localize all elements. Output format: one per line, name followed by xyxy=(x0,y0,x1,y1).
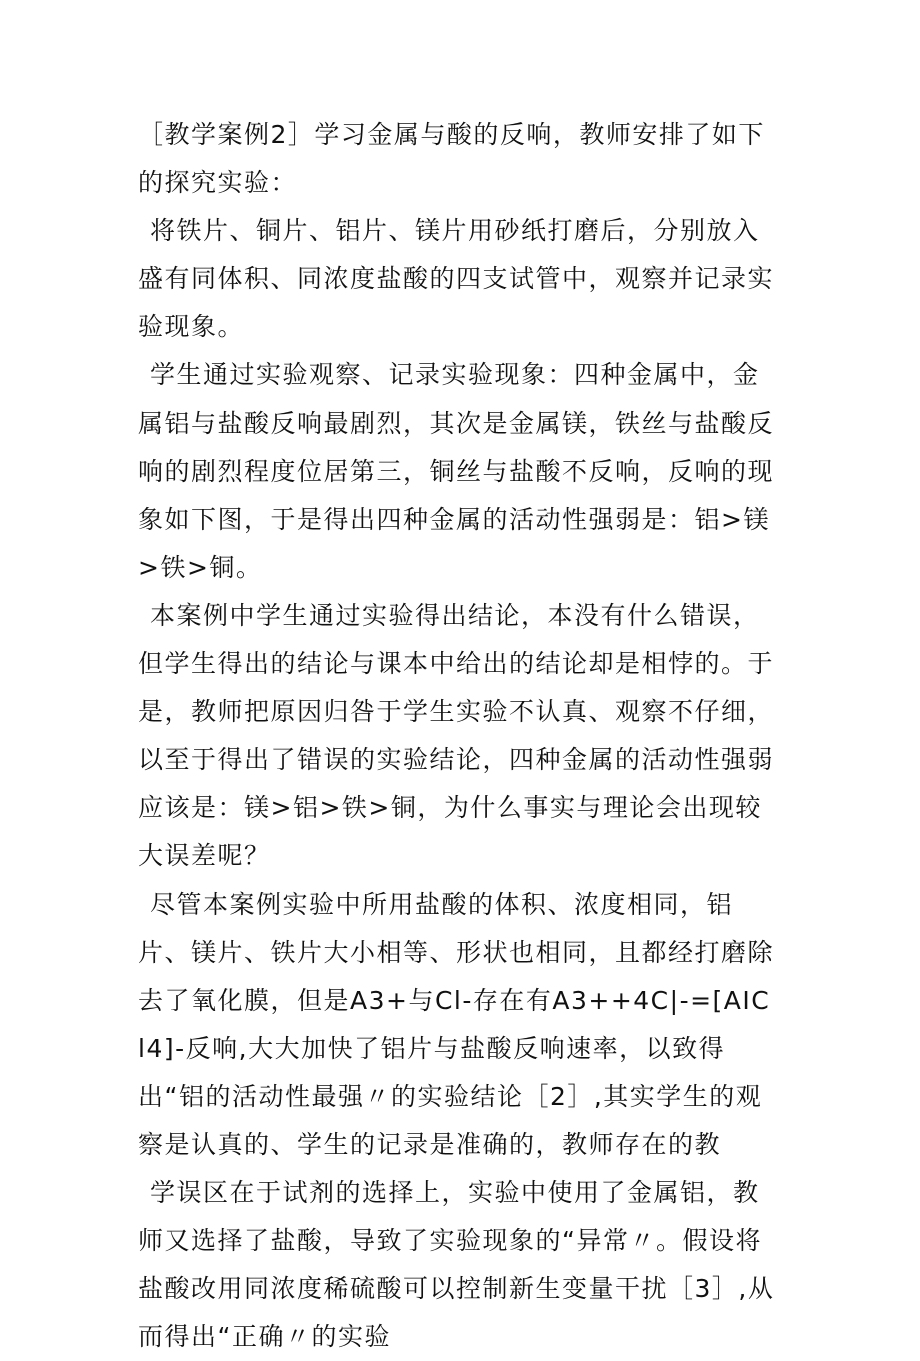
paragraph-case-intro: ［教学案例2］学习金属与酸的反响，教师安排了如下的探究实验： xyxy=(138,120,765,198)
paragraph-experiment-setup: 将铁片、铜片、铝片、镁片用砂纸打磨后，分别放入盛有同体积、同浓度盐酸的四支试管中，观察并记录实验现象。 xyxy=(138,216,775,342)
body-text xyxy=(138,111,778,1361)
paragraph-student-observation: 学生通过实验观察、记录实验现象：四种金属中，金属铝与盐酸反响最剧烈，其次是金属镁，铁丝与盐酸反响的剧烈程度位居第三，铜丝与盐酸不反响，反响的现象如下图，于是得出四种金属的活动性强弱是：铝>镁>铁>铜。 xyxy=(138,360,775,582)
paragraph-reaction-explanation: 尽管本案例实验中所用盐酸的体积、浓度相同，铝片、镁片、铁片大小相等、形状也相同，且都经打磨除去了氧化膜，但是A3+与Cl-存在有A3++4C|-=[AICl4]-反响,大大加快了铝片与盐酸反响速率，以致得出“铝的活动性最强〃的实验结论［2］,其实学生的观察是认真的、学生的记录是准确的，教师存在的教 xyxy=(138,889,775,1159)
paragraph-teaching-misconception: 学误区在于试剂的选择上，实验中使用了金属铝，教师又选择了盐酸，导致了实验现象的“异常〃。假设将盐酸改用同浓度稀硫酸可以控制新生变量干扰［3］,从而得出“正确〃的实验 xyxy=(138,1178,775,1352)
paragraph-conclusion-analysis: 本案例中学生通过实验得出结论，本没有什么错误，但学生得出的结论与课本中给出的结论却是相悖的。于是，教师把原因归咎于学生实验不认真、观察不仔细，以至于得出了错误的实验结论，四种金属的活动性强弱应该是：镁>铝>铁>铜，为什么事实与理论会出现较大误差呢？ xyxy=(138,600,775,871)
